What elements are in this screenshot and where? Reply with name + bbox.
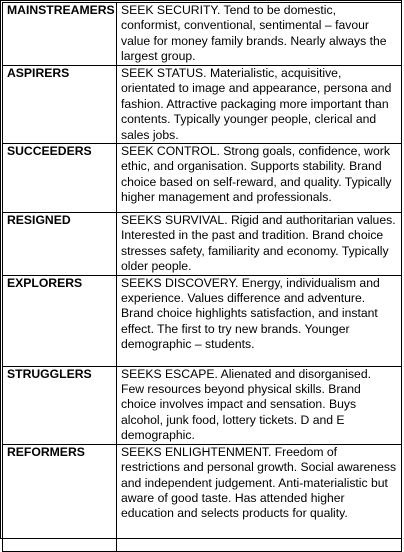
segment-name: REFORMERS: [3, 444, 117, 551]
segment-name: MAINSTREAMERS: [3, 3, 117, 66]
segment-description: SEEK CONTROL. Strong goals, confidence, work ethic, and organisation. Supports stability. Brand choice based on self-reward, and quality. Typically higher management and professionals.: [117, 144, 402, 213]
table-row: [3, 213, 402, 276]
segment-description: SEEKS SURVIVAL. Rigid and authoritarian values. Interested in the past and tradition. Brand choice stresses safety, familiarity and economy. Typically older people.: [117, 213, 402, 276]
segment-name: STRUGGLERS: [3, 366, 117, 444]
segment-description: SEEK STATUS. Materialistic, acquisitive, orientated to image and appearance, persona and fashion. Attractive packaging more important than contents. Typically younger people, clerical and sales jobs.: [117, 66, 402, 144]
segment-name: SUCCEEDERS: [3, 144, 117, 213]
segment-description: SEEKS ESCAPE. Alienated and disorganised. Few resources beyond physical skills. Brand choice involves impact and sensation. Buys alcohol, junk food, lottery tickets. D and E demographic.: [117, 366, 402, 444]
segment-name: RESIGNED: [3, 213, 117, 276]
segment-description: SEEKS DISCOVERY. Energy, individualism and experience. Values difference and adventure. Brand choice highlights satisfaction, and instant effect. The first to try new brands. Younger demographic – students.: [117, 275, 402, 366]
table-row: [3, 444, 402, 551]
table-row: [3, 366, 402, 444]
segment-description: SEEK SECURITY. Tend to be domestic, conformist, conventional, sentimental – favour value for money family brands. Nearly always the largest group.: [117, 3, 402, 66]
segment-name: EXPLORERS: [3, 275, 117, 366]
segment-name: ASPIRERS: [3, 66, 117, 144]
table-row: [3, 275, 402, 366]
consumer-segments-table: [2, 2, 402, 552]
table-row: [3, 66, 402, 144]
table-row: [3, 3, 402, 66]
segment-description: SEEKS ENLIGHTENMENT. Freedom of restrictions and personal growth. Social awareness and independent judgement. Anti-materialistic but aware of good taste. Has attended higher education and selects products for quality.: [117, 444, 402, 551]
table-row: [3, 144, 402, 213]
